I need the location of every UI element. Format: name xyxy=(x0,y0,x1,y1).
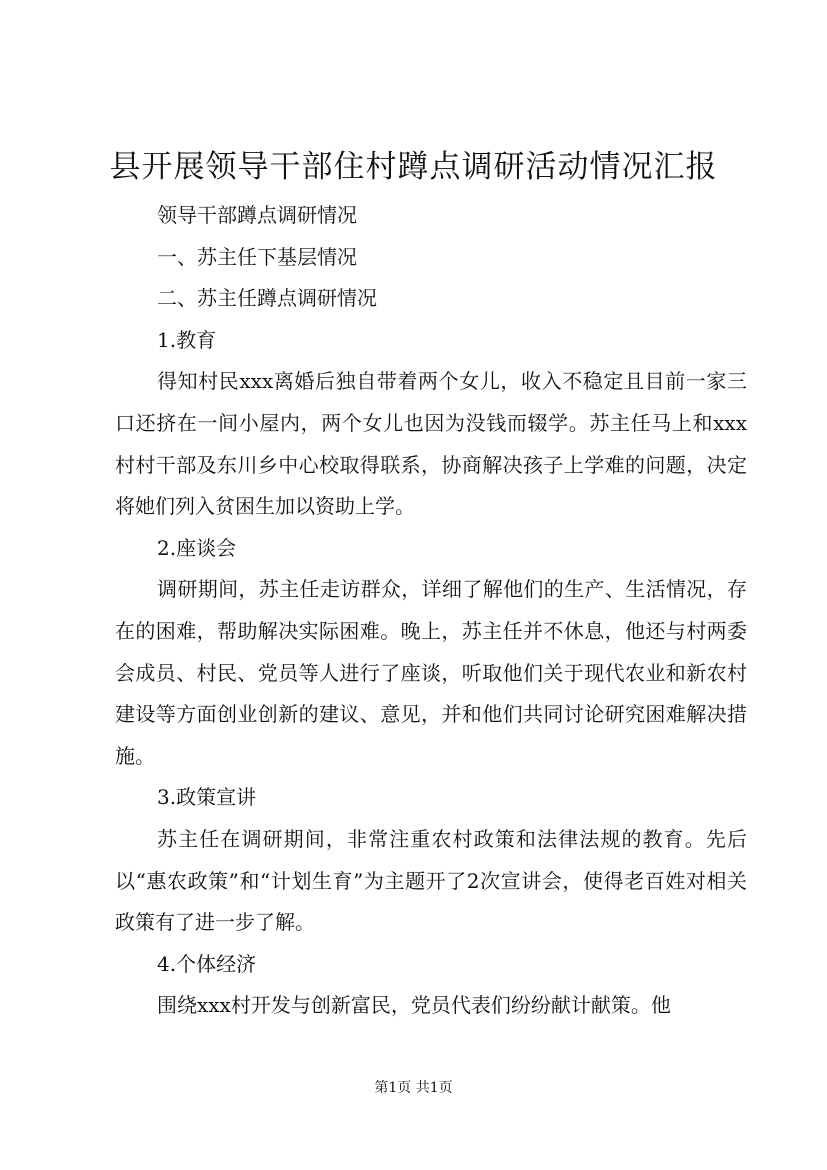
section-heading-1: 一、苏主任下基层情况 xyxy=(157,244,357,269)
paragraph-symposium: 调研期间，苏主任走访群众，详细了解他们的生产、生活情况，存在的困难，帮助解决实际困难。晚上，苏主任并不休息，他还与村两委会成员、村民、党员等人进行了座谈，听取他们关于现代农业和新农村建设等方面创业创新的建议、意见，并和他们共同讨论研究困难解决措施。 xyxy=(115,577,747,768)
document-title: 县开展领导干部住村蹲点调研活动情况汇报 xyxy=(109,149,718,185)
item-heading-symposium: 2.座谈会 xyxy=(157,535,237,560)
item-heading-education: 1.教育 xyxy=(157,327,217,352)
item-heading-policy: 3.政策宣讲 xyxy=(157,785,257,810)
page-footer: 第1页 共1页 xyxy=(374,1080,453,1096)
subtitle: 领导干部蹲点调研情况 xyxy=(157,203,357,227)
paragraph-economy: 围绕xxx村开发与创新富民，党员代表们纷纷献计献策。他 xyxy=(157,993,671,1018)
paragraph-education: 得知村民xxx离婚后独自带着两个女儿，收入不稳定且目前一家三口还挤在一间小屋内，两个女儿也因为没钱而辍学。苏主任马上和xxx村村干部及东川乡中心校取得联系，协商解决孩子上学难的问题，决定将她们列入贫困生加以资助上学。 xyxy=(115,369,747,519)
section-heading-2: 二、苏主任蹲点调研情况 xyxy=(157,286,377,311)
document-body xyxy=(115,195,747,1027)
paragraph-policy: 苏主任在调研期间，非常注重农村政策和法律法规的教育。先后以“惠农政策”和“计划生育”为主题开了2次宣讲会，使得老百姓对相关政策有了进一步了解。 xyxy=(115,826,747,935)
item-heading-economy: 4.个体经济 xyxy=(157,951,257,976)
